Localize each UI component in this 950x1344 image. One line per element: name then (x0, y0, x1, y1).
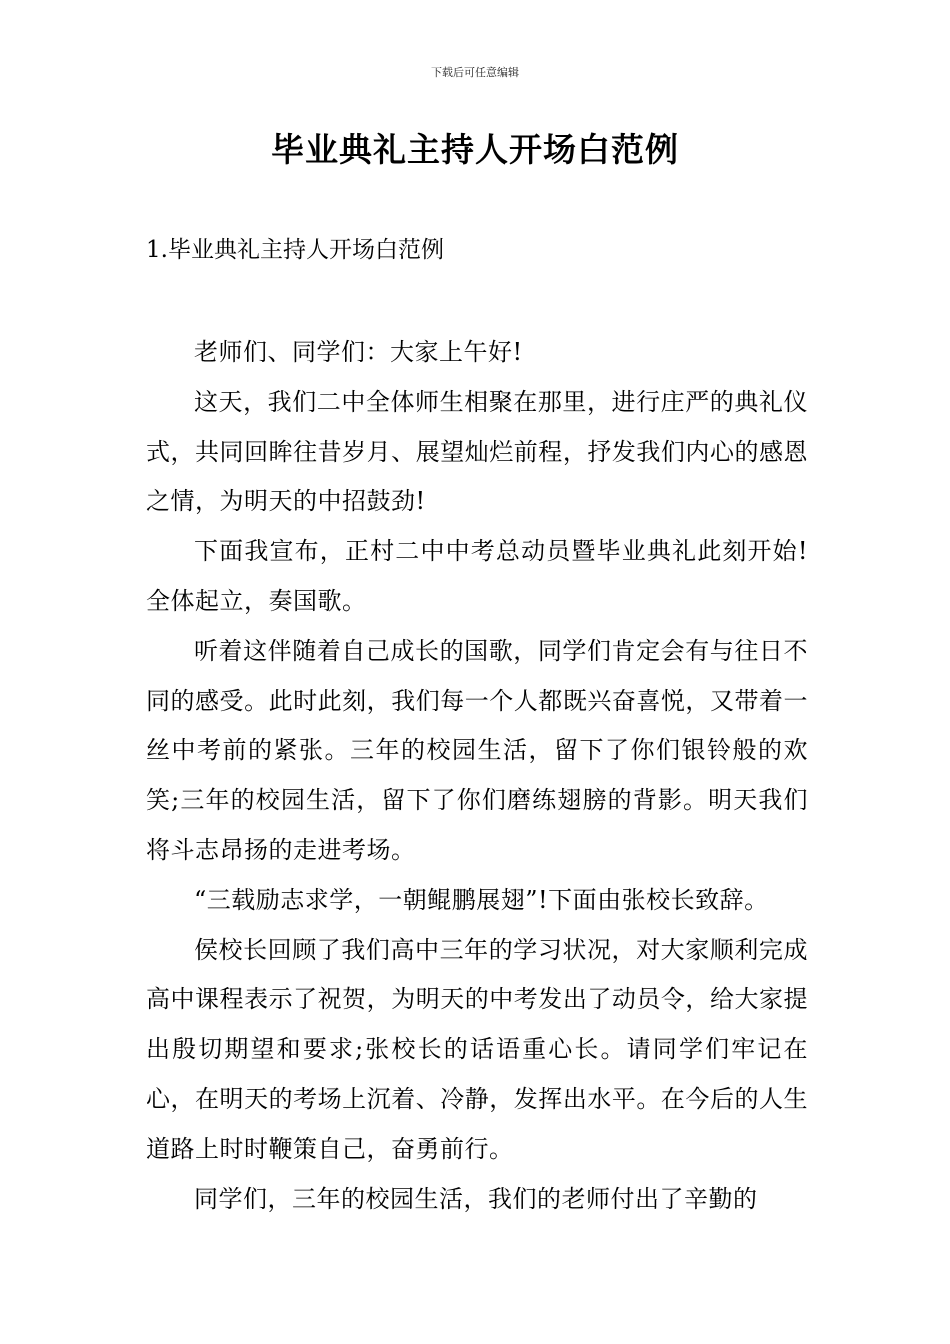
section-heading: 1.毕业典礼主持人开场白范例 (146, 237, 444, 263)
header-note: 下载后可任意编辑 (431, 66, 519, 79)
paragraph-greeting: 老师们、同学们：大家上午好! (194, 338, 523, 366)
paragraph-gathering: 这天，我们二中全体师生相聚在那里，进行庄严的典礼仪式，共同回眸往昔岁月、展望灿烂前程，抒发我们内心的感恩之情，为明天的中招鼓劲! (146, 387, 808, 516)
document-title: 毕业典礼主持人开场白范例 (271, 130, 679, 169)
paragraph-principal-summary: 侯校长回顾了我们高中三年的学习状况，对大家顺利完成高中课程表示了祝贺，为明天的中考发出了动员令，给大家提出殷切期望和要求;张校长的话语重心长。请同学们牢记在心，在明天的考场上沉着、冷静，发挥出水平。在今后的人生道路上时时鞭策自己，奋勇前行。 (146, 935, 808, 1163)
body-text (146, 328, 808, 1224)
paragraph-principal-intro: “三载励志求学，一朝鲲鹏展翅”!下面由张校长致辞。 (194, 885, 769, 914)
paragraph-teachers: 同学们，三年的校园生活，我们的老师付出了辛勤的 (194, 1184, 758, 1213)
paragraph-announcement: 下面我宣布，正村二中中考总动员暨毕业典礼此刻开始!全体起立，奏国歌。 (146, 537, 808, 615)
paragraph-anthem-reflection: 听着这伴随着自己成长的国歌，同学们肯定会有与往日不同的感受。此时此刻，我们每一个人都既兴奋喜悦，又带着一丝中考前的紧张。三年的校园生活，留下了你们银铃般的欢笑;三年的校园生活，留下了你们磨练翅膀的背影。明天我们将斗志昂扬的走进考场。 (146, 636, 808, 864)
